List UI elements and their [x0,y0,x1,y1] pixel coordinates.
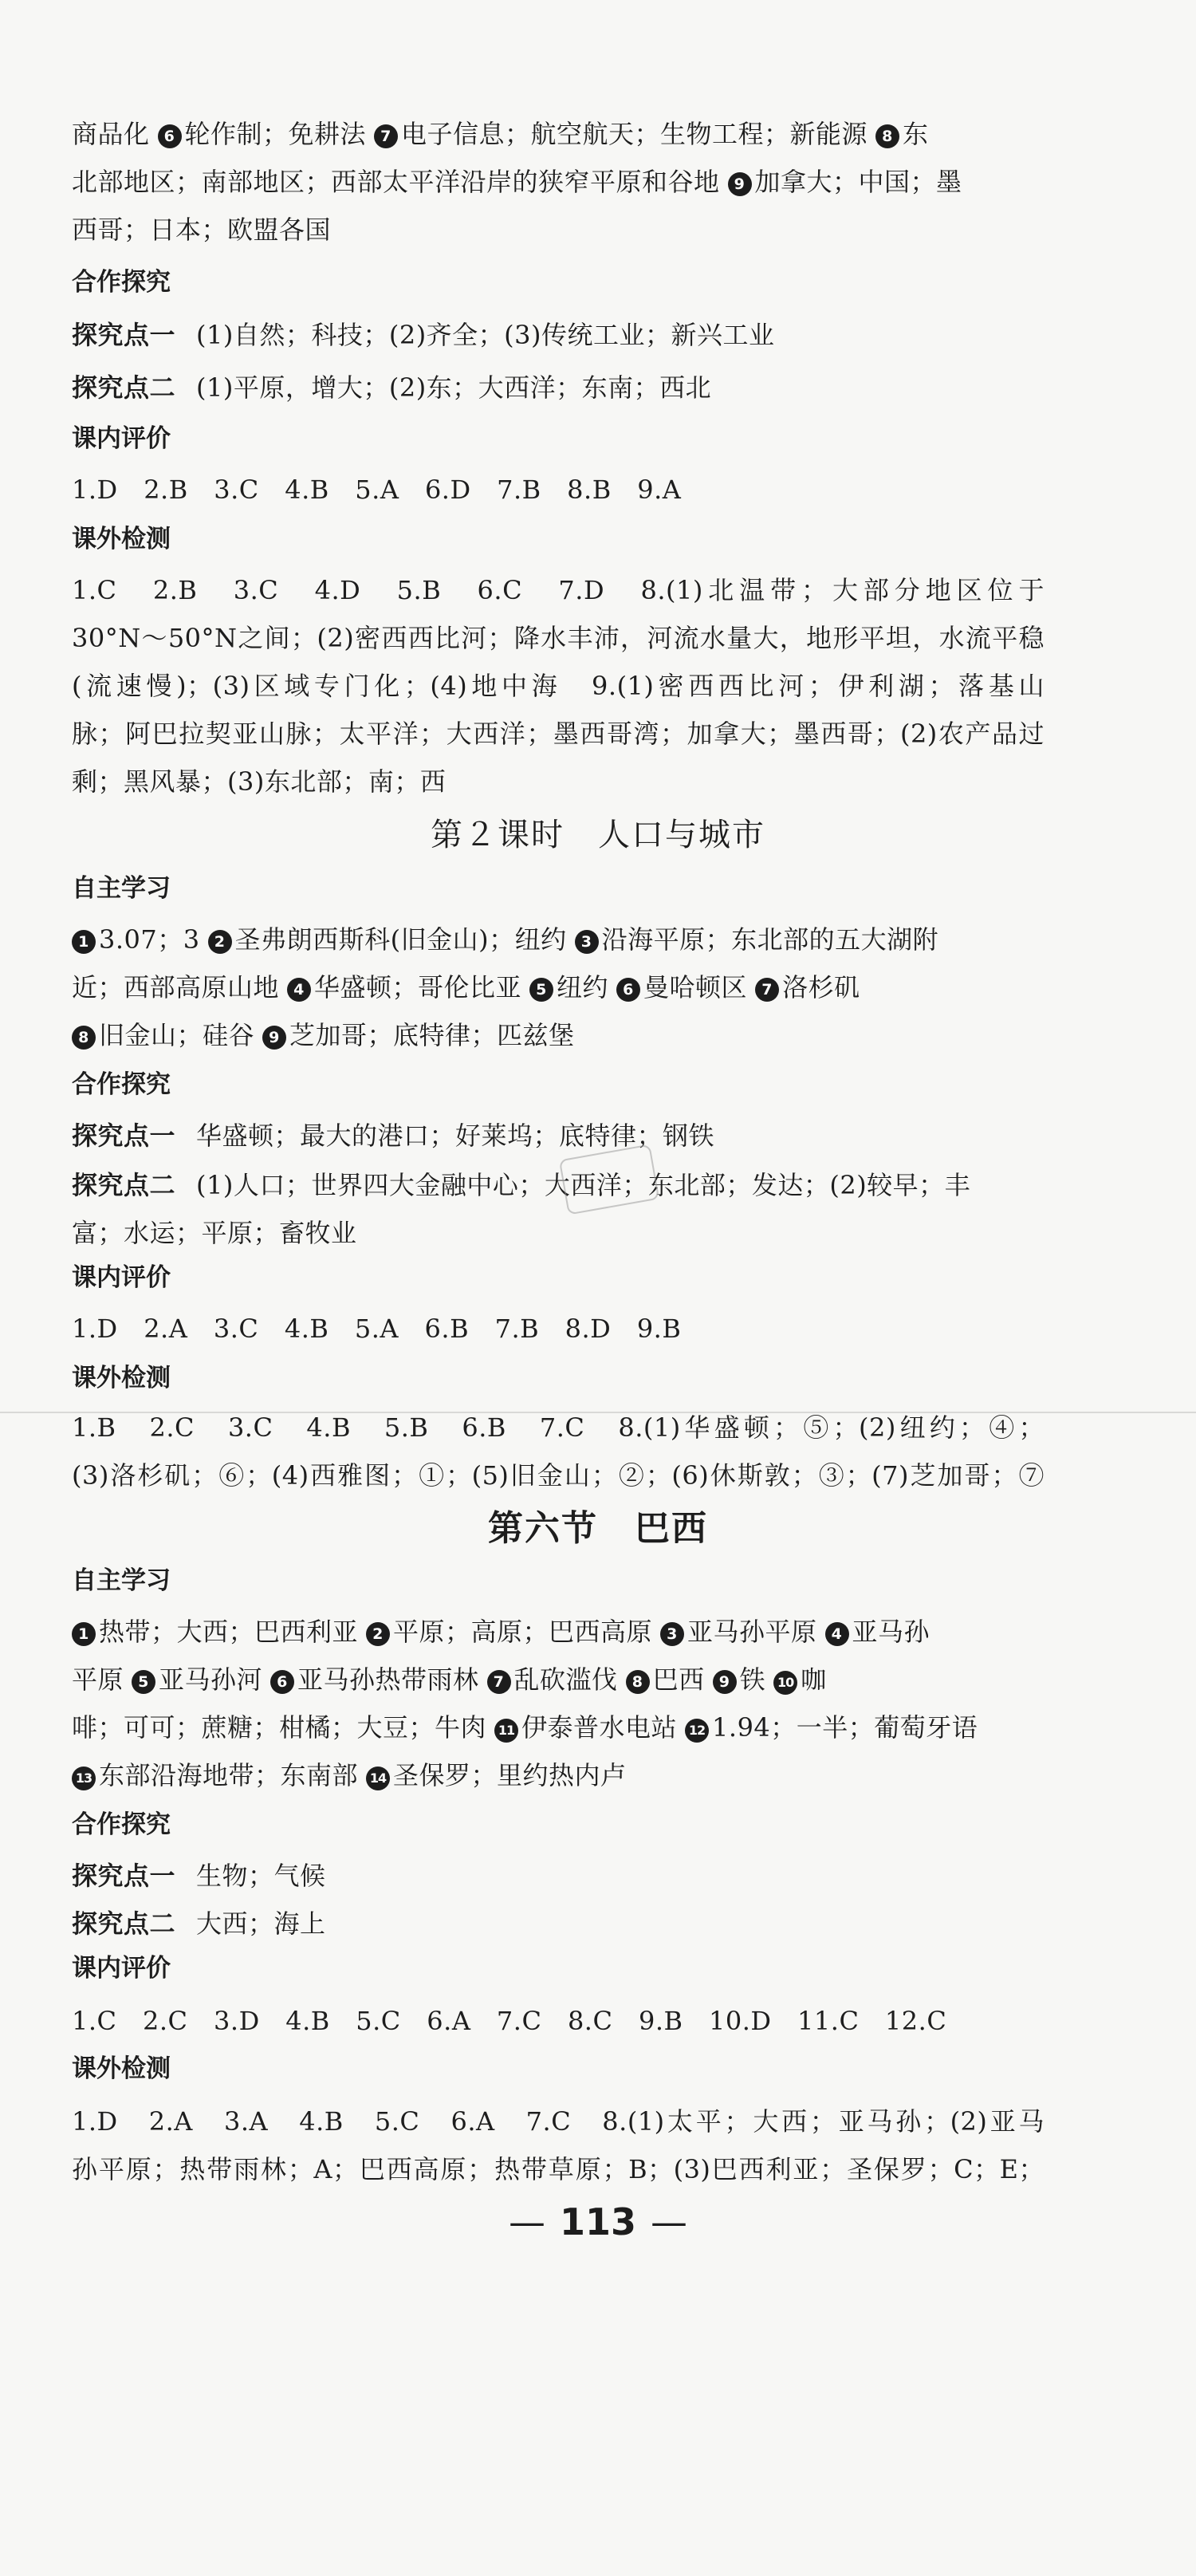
inquiry-label: 探究点一 [72,1861,176,1891]
text: 加拿大；中国；墨 [754,167,962,197]
section-heading: 课外检测 [72,525,171,553]
circled-number: 9 [728,172,752,196]
section-heading: 课内评价 [72,1263,171,1292]
circled-number: 6 [616,978,640,1002]
section-heading: 课内评价 [72,424,171,453]
text: 华盛顿；哥伦比亚 [314,972,522,1002]
text: 圣保罗；里约热内卢 [393,1760,627,1790]
inquiry-label: 探究点一 [72,320,176,350]
watermark-stamp [559,1144,659,1215]
line [72,1908,1045,1940]
line [72,319,1045,351]
line [72,971,1045,1003]
line [72,1664,1045,1696]
answer-line: 1.D 2.A 3.C 4.B 5.A 6.B 7.B 8.D 9.B [72,1314,682,1344]
text: 北部地区；南部地区；西部太平洋沿岸的狭窄平原和谷地 [72,167,720,197]
line [72,1120,1045,1152]
line [72,1169,1045,1201]
inquiry-label: 探究点二 [72,1908,176,1939]
text: 平原 [72,1664,124,1695]
line [72,1019,1045,1051]
text: 铁 [739,1664,766,1695]
inquiry-label: 探究点二 [72,372,176,403]
circled-number: 5 [132,1670,155,1694]
circled-number: 2 [208,930,232,954]
text: 商品化 [72,119,150,149]
line [72,1759,1045,1791]
circled-number: 5 [529,978,553,1002]
text: 生物；气候 [196,1861,326,1891]
answer-line: 孙平原；热带雨林；A；巴西高原；热带草原；B；(3)巴西利亚；圣保罗；C；E； [72,2154,1045,2184]
circled-number: 6 [158,124,182,148]
circled-number: 4 [825,1622,849,1646]
circled-number: 13 [72,1767,96,1790]
text: 纽约 [557,972,609,1002]
text: (1)平原，增大；(2)东；大西洋；东南；西北 [196,372,712,403]
answer-line: 1.C 2.B 3.C 4.D 5.B 6.C 7.D 8.(1)北温带；大部分地区位于 [72,575,1045,605]
text: 沿海平原；东北部的五大湖附 [601,924,939,955]
text: 东部沿海地带；东南部 [99,1760,359,1790]
line [72,924,1045,955]
circled-number: 3 [660,1622,684,1646]
circled-number: 7 [374,124,398,148]
circled-number: 10 [773,1671,797,1695]
text: 芝加哥；底特律；匹兹堡 [289,1020,575,1050]
circled-number: 9 [262,1026,286,1050]
answer-line: 1.C 2.C 3.D 4.B 5.C 6.A 7.C 8.C 9.B 10.D 11.C 12.C [72,2006,947,2036]
text: 旧金山；硅谷 [99,1020,255,1050]
circled-number: 1 [72,930,96,954]
answer-line: 剩；黑风暴；(3)东北部；南；西 [72,766,447,797]
circled-number: 1 [72,1622,96,1646]
circled-number: 7 [755,978,779,1002]
answer-line: 脉；阿巴拉契亚山脉；太平洋；大西洋；墨西哥湾；加拿大；墨西哥；(2)农产品过 [72,719,1045,749]
text: 3.07；3 [99,924,200,955]
text: (1)自然；科技；(2)齐全；(3)传统工业；新兴工业 [196,320,775,350]
lesson-title: 第２课时 人口与城市 [431,817,765,853]
text: 华盛顿；最大的港口；好莱坞；底特律；钢铁 [196,1121,715,1151]
text: 亚马孙平原 [687,1617,817,1647]
text: 轮作制；免耕法 [184,119,367,149]
circled-number: 4 [287,978,311,1002]
text: 亚马孙 [852,1617,930,1647]
line [72,166,1045,198]
circled-number: 8 [875,124,899,148]
line: 西哥；日本；欧盟各国 [72,215,332,245]
circled-number: 14 [366,1767,390,1790]
section-heading: 课内评价 [72,1954,171,1983]
text: 伊泰普水电站 [521,1712,678,1743]
text: 巴西 [652,1664,705,1695]
circled-number: 8 [72,1026,96,1050]
line [72,1616,1045,1648]
circled-number: 3 [575,930,599,954]
answer-line: 30°N～50°N之间；(2)密西西比河；降水丰沛，河流水量大，地形平坦，水流平稳 [72,623,1045,653]
section-heading: 合作探究 [72,268,171,297]
text: 近；西部高原山地 [72,972,280,1002]
text: (1)人口；世界四大金融中心；大西洋；东北部；发达；(2)较早；丰 [196,1170,971,1200]
page-number: — 113 — [508,2200,688,2243]
text: 咖 [801,1664,827,1695]
text: 平原；高原；巴西高原 [393,1617,653,1647]
section-heading: 课外检测 [72,2054,171,2083]
line [72,1860,1045,1892]
circled-number: 6 [270,1670,294,1694]
text: 东 [903,119,929,149]
page-number-value: 113 [559,2200,637,2243]
line: 富；水运；平原；畜牧业 [72,1218,357,1248]
text: 1.94；一半；葡萄牙语 [712,1712,978,1743]
section-heading: 合作探究 [72,1070,171,1099]
inquiry-label: 探究点二 [72,1170,176,1200]
section-heading: 自主学习 [72,1566,171,1595]
answer-line: 1.D 2.A 3.A 4.B 5.C 6.A 7.C 8.(1)太平；大西；亚马孙；(2)亚马 [72,2106,1045,2137]
circled-number: 7 [487,1670,511,1694]
text: 曼哈顿区 [643,972,748,1002]
section-heading: 课外检测 [72,1364,171,1392]
circled-number: 12 [685,1719,709,1743]
text: 洛杉矶 [782,972,860,1002]
section-heading: 合作探究 [72,1810,171,1839]
text: 圣弗朗西斯科(旧金山)；纽约 [234,924,567,955]
answer-line: (3)洛杉矶；⑥；(4)西雅图；①；(5)旧金山；②；(6)休斯敦；③；(7)芝加哥；⑦ [72,1460,1045,1491]
section-heading: 自主学习 [72,874,171,903]
line [72,118,1045,150]
inquiry-label: 探究点一 [72,1121,176,1151]
section-title: 第六节 巴西 [488,1508,708,1549]
answer-line: 1.B 2.C 3.C 4.B 5.B 6.B 7.C 8.(1)华盛顿；⑤；(2)纽约；④； [72,1412,1045,1443]
text: 乱砍滥伐 [513,1664,618,1695]
circled-number: 8 [626,1670,650,1694]
text: 电子信息；航空航天；生物工程；新能源 [401,119,868,149]
text: 啡；可可；蔗糖；柑橘；大豆；牛肉 [72,1712,487,1743]
circled-number: 11 [494,1719,518,1743]
text: 大西；海上 [196,1908,326,1939]
circled-number: 2 [366,1622,390,1646]
answer-line: 1.D 2.B 3.C 4.B 5.A 6.D 7.B 8.B 9.A [72,475,682,505]
answer-line: (流速慢)；(3)区域专门化；(4)地中海 9.(1)密西西比河；伊利湖；落基山 [72,671,1045,701]
line [72,372,1045,404]
circled-number: 9 [713,1670,737,1694]
line [72,1711,1045,1743]
text: 热带；大西；巴西利亚 [99,1617,359,1647]
text: 亚马孙热带雨林 [297,1664,479,1695]
text: 亚马孙河 [159,1664,263,1695]
